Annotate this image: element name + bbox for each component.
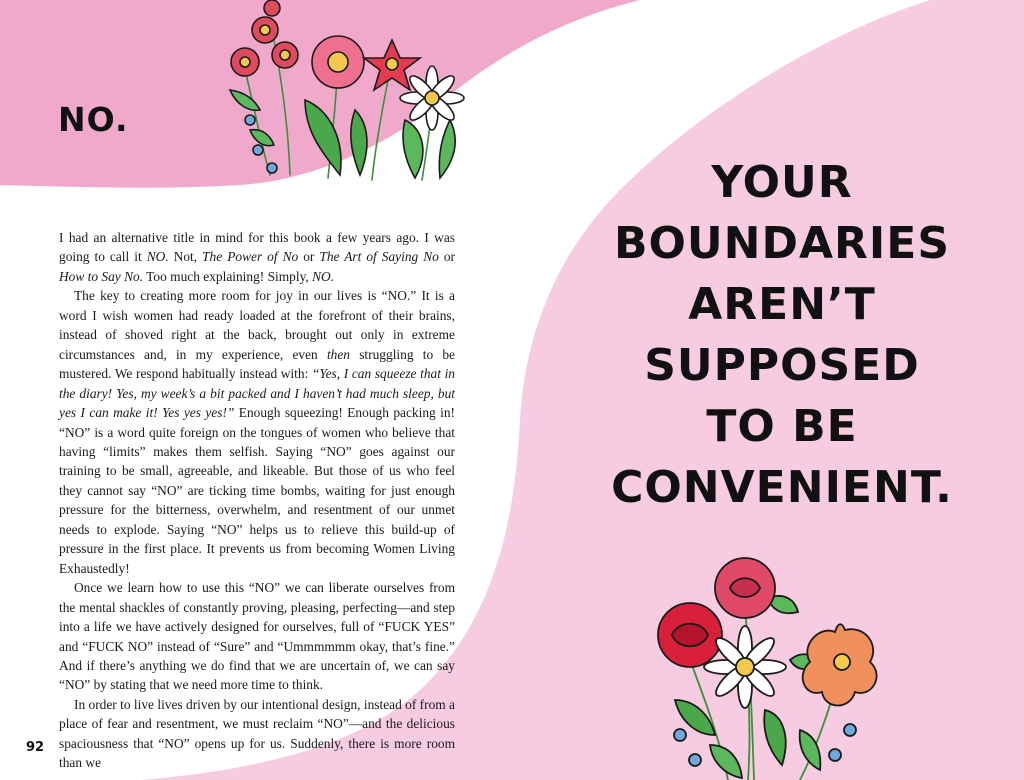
body-paragraph <box>59 578 455 695</box>
italic-text: The Art of Saying No <box>319 249 439 265</box>
italic-text: How to Say No. <box>59 268 144 284</box>
text-run: In order to live lives driven by our intentional design, instead of from a place of fear and resentment, we must reclaim “NO”—and the delicious spaciousness that “NO” opens up for us. Suddenly, there is more room than we <box>59 696 455 771</box>
quote-line: CONVENIENT. <box>611 462 953 513</box>
quote-line: BOUNDARIES <box>613 218 951 269</box>
text-run: struggling to be mustered. We respond habitually instead with: <box>59 346 455 382</box>
text-run: Enough squeezing! Enough packing in! “NO” is a word quite foreign on the tongues of women who believe that having “limits” makes them selfish. Saying “NO” goes against our training to be small, agreeable, and likeable. But those of us who feel they cannot say “NO” are ticking time bombs, waiting for just enough pressure for the bitterness, overwhelm, and resentment of our unmet needs to explode. Saying “NO” helps us to relieve this build-up of pressure in the first place. It prevents us from becoming Women Living Exhaustedly! <box>59 405 455 576</box>
text-run: The key to creating more room for joy in our lives is “NO.” It is a word I wish women had ready loaded at the forefront of their brains, instead of shoved right at the back, brought out only in extreme circumstances and, in my experience, even <box>59 288 455 362</box>
top-flowers-illustration <box>210 0 480 190</box>
quote-line: SUPPOSED <box>644 340 920 391</box>
italic-text: The Power of No <box>202 249 299 265</box>
quote-line: AREN’T <box>688 279 876 330</box>
italic-text: NO. <box>312 268 335 284</box>
pull-quote <box>602 152 962 518</box>
body-paragraph <box>59 286 455 578</box>
text-run: or <box>298 249 320 265</box>
body-text <box>59 228 455 773</box>
text-run: I had an alternative title in mind for this book a few years ago. I was going to call it <box>59 230 455 265</box>
chapter-heading: NO. <box>58 100 129 139</box>
italic-text: “Yes, I can squeeze that in the diary! Yes, my week’s a bit packed and I haven’t had much sleep, but yes I can make it! Yes yes yes!” <box>59 366 456 421</box>
text-run: or <box>438 249 456 265</box>
page-number: 92 <box>26 740 45 755</box>
text-run: Not, <box>168 249 203 265</box>
bottom-flowers-illustration <box>650 550 890 780</box>
quote-line: TO BE <box>706 401 858 452</box>
text-run: Too much explaining! Simply, <box>143 268 313 284</box>
body-paragraph <box>59 228 455 286</box>
body-paragraph <box>59 695 455 773</box>
text-run: Once we learn how to use this “NO” we can liberate ourselves from the mental shackles of constantly proving, pleasing, perfecting—and step into a life we have actively designed for ourselves, full of “FUCK YES” and “FUCK NO” instead of “Sure” and “Ummmmmm okay, that’s fine.” And if there’s anything we do find that we are uncertain of, we can say “NO” by stating that we need more time to think. <box>59 580 455 693</box>
quote-line: YOUR <box>711 157 853 208</box>
italic-text: then <box>326 346 350 362</box>
italic-text: NO. <box>146 249 169 265</box>
